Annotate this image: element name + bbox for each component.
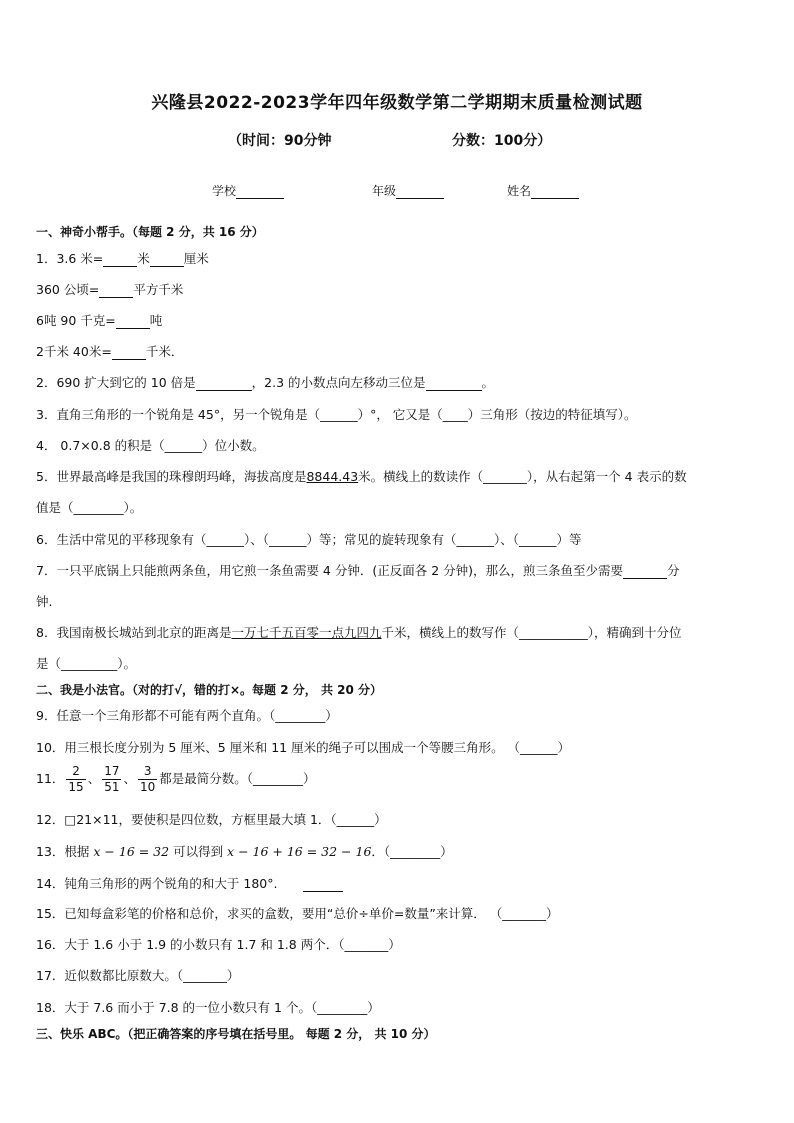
school-blank[interactable] (236, 186, 284, 199)
question-5b: 值是（________）。 (36, 500, 143, 515)
answer-blank[interactable] (196, 377, 252, 391)
grade-field (372, 182, 444, 199)
question-11: 11． $\frac{2}{15}$ 、 $\frac{17}{51}$ 、 $\frac{3}{10}$ 都是最简分数。（________） (36, 764, 316, 794)
answer-blank[interactable] (112, 346, 146, 360)
question-13: 13．根据 x − 16 = 32 可以得到 x − 16 + 16 = 32 − 16．（________） (36, 844, 453, 859)
question-8b: 是（_________）。 (36, 656, 137, 671)
fraction: $\frac{2}{15}$ (68, 764, 84, 794)
answer-blank[interactable] (116, 315, 150, 329)
grade-label: 年级 (372, 184, 397, 198)
question-9: 9．任意一个三角形都不可能有两个直角。（________） (36, 708, 338, 723)
exam-time: （时间：90分钟 (228, 133, 332, 149)
question-1d: 2千米 40米= 千米． (36, 344, 184, 359)
section2-heading: 二、我是小法官。（对的打√，错的打×。每题 2 分， 共 20 分） (36, 683, 382, 697)
name-field (507, 182, 579, 199)
answer-blank[interactable] (303, 878, 343, 892)
answer-blank[interactable] (150, 253, 184, 267)
school-label: 学校 (212, 184, 237, 198)
question-1c: 6吨 90 千克= 吨 (36, 313, 163, 328)
answer-blank[interactable] (426, 377, 482, 391)
section3-heading: 三、快乐 ABC。（把正确答案的序号填在括号里。 每题 2 分， 共 10 分） (36, 1027, 436, 1041)
grade-blank[interactable] (396, 186, 444, 199)
answer-blank[interactable] (99, 284, 133, 298)
question-1a: 1．3.6 米= 米 厘米 (36, 251, 209, 266)
question-16: 16．大于 1.6 小于 1.9 的小数只有 1.7 和 1.8 两个．（_______） (36, 937, 401, 952)
question-4: 4． 0.7×0.8 的积是（______）位小数。 (36, 438, 265, 453)
question-7b: 钟. (36, 594, 53, 609)
name-label: 姓名 (507, 184, 532, 198)
question-10: 10．用三根长度分别为 5 厘米、5 厘米和 11 厘米的绳子可以围成一个等腰三角形。 （______） (36, 740, 571, 755)
question-12: 12．□21×11，要使积是四位数，方框里最大填 1．（______） (36, 812, 387, 827)
name-blank[interactable] (531, 186, 579, 199)
question-2: 2．690 扩大到它的 10 倍是 ，2.3 的小数点向左移动三位是 。 (36, 375, 495, 390)
fraction: $\frac{17}{51}$ (104, 764, 120, 794)
question-3: 3．直角三角形的一个锐角是 45°，另一个锐角是（______）°， 它又是（____）三角形（按边的特征填写）。 (36, 407, 637, 422)
section1-heading: 一、神奇小帮手。（每题 2 分，共 16 分） (36, 225, 264, 239)
question-17: 17．近似数都比原数大。（_______） (36, 968, 240, 983)
fraction: $\frac{3}{10}$ (140, 764, 156, 794)
question-8a: 8．我国南极长城站到北京的距离是一万七千五百零一点九四九千米，横线上的数写作（___________），精确到十分位 (36, 625, 682, 640)
question-5a: 5．世界最高峰是我国的珠穆朗玛峰，海拔高度是8844.43米。横线上的数读作（_______），从右起第一个 4 表示的数 (36, 469, 687, 484)
question-7a: 7．一只平底锅上只能煎两条鱼，用它煎一条鱼需要 4 分钟．(正反面各 2 分钟)，那么，煎三条鱼至少需要 分 (36, 563, 680, 578)
question-18: 18．大于 7.6 而小于 7.8 的一位小数只有 1 个。（________） (36, 1000, 380, 1015)
exam-score: 分数：100分） (452, 133, 552, 149)
answer-blank[interactable] (623, 565, 667, 579)
question-14: 14．钝角三角形的两个锐角的和大于 180°. (36, 876, 343, 892)
exam-title: 兴隆县2022-2023学年四年级数学第二学期期末质量检测试题 (151, 93, 643, 113)
question-6: 6．生活中常见的平移现象有（______）、（______）等；常见的旋转现象有（______）、（______）等 (36, 532, 582, 547)
question-1b: 360 公顷= 平方千米 (36, 282, 184, 297)
answer-blank[interactable] (103, 253, 137, 267)
question-15: 15．已知每盒彩笔的价格和总价，求买的盒数，要用“总价÷单价=数量”来计算． （_______） (36, 906, 559, 921)
school-field (212, 182, 284, 199)
